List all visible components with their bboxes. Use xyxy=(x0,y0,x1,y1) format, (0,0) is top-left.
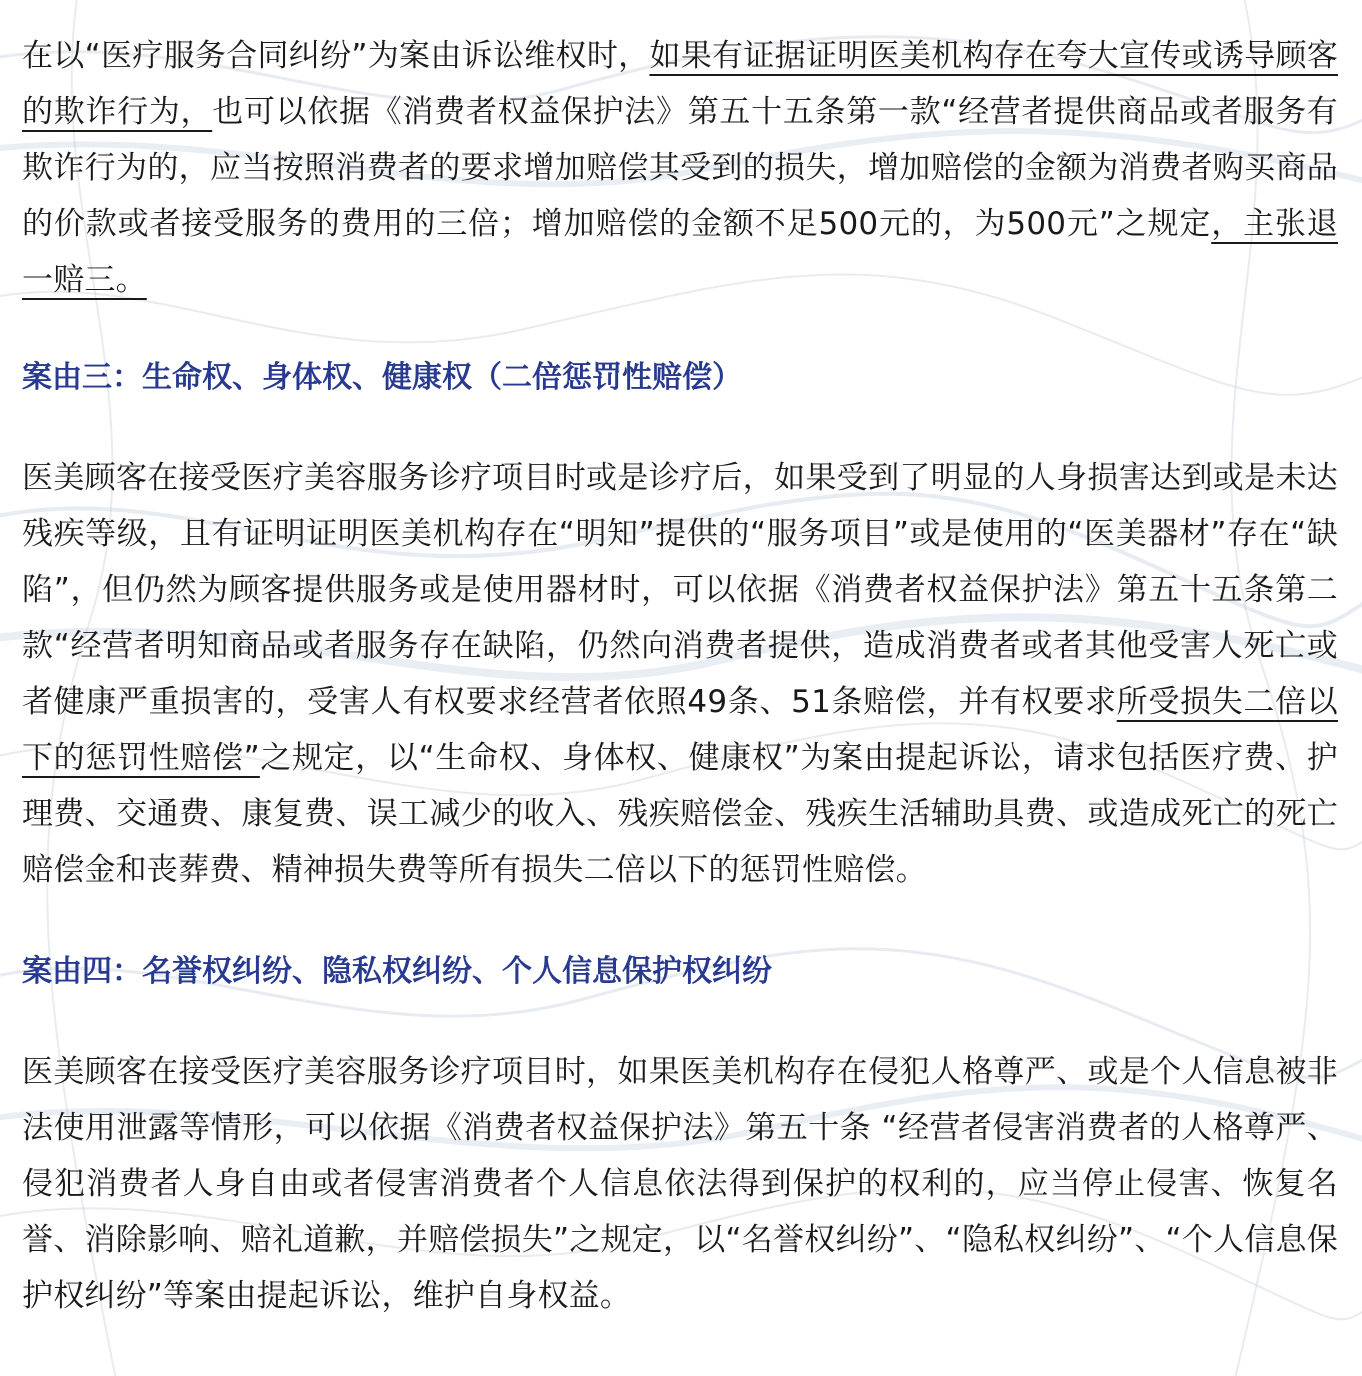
underlined-text-segment: 所受损失二倍以下的惩罚性赔偿” xyxy=(22,684,1338,776)
text-segment: 之规定，以“生命权、身体权、健康权”为案由提起诉讼，请求包括医疗费、护理费、交通费、康复费、误工减少的收入、残疾赔偿金、残疾生活辅助具费、或造成死亡的死亡赔偿金和丧葬费、精神损失费等所有损失二倍以下的惩罚性赔偿。 xyxy=(22,740,1338,888)
paragraph-case-four xyxy=(22,1044,1338,1324)
article-content xyxy=(22,28,1338,1324)
underlined-text-segment: 如果有证据证明医美机构存在夸大宣传或诱导顾客的欺诈行为， xyxy=(22,38,1338,130)
paragraph-case-three xyxy=(22,450,1338,898)
underlined-text-segment: ，主张退一赔三。 xyxy=(22,206,1338,298)
text-segment: 医美顾客在接受医疗美容服务诊疗项目时，如果医美机构存在侵犯人格尊严、或是个人信息被非法使用泄露等情形，可以依据《消费者权益保护法》第五十条 “经营者侵害消费者的人格尊严、侵犯消费者人身自由或者侵害消费者个人信息依法得到保护的权利的，应当停止侵害、恢复名誉、消除影响、赔礼道歉，并赔偿损失”之规定，以“名誉权纠纷”、“隐私权纠纷”、“个人信息保护权纠纷”等案由提起诉讼，维护自身权益。 xyxy=(22,1054,1338,1314)
case-four-heading: 案由四：名誉权纠纷、隐私权纠纷、个人信息保护权纠纷 xyxy=(22,954,772,989)
case-three-heading: 案由三：生命权、身体权、健康权（二倍惩罚性赔偿） xyxy=(22,360,742,395)
text-segment: 医美顾客在接受医疗美容服务诊疗项目时或是诊疗后，如果受到了明显的人身损害达到或是未达残疾等级，且有证明证明医美机构存在“明知”提供的“服务项目”或是使用的“医美器材”存在“缺陷”，但仍然为顾客提供服务或是使用器材时，可以依据《消费者权益保护法》第五十五条第二款“经营者明知商品或者服务存在缺陷，仍然向消费者提供，造成消费者或者其他受害人死亡或者健康严重损害的，受害人有权要求经营者依照49条、51条赔偿，并有权要求 xyxy=(22,460,1338,720)
text-segment: 在以“医疗服务合同纠纷”为案由诉讼维权时， xyxy=(22,38,650,74)
paragraph-medical-contract xyxy=(22,28,1338,308)
text-segment: 也可以依据《消费者权益保护法》第五十五条第一款“经营者提供商品或者服务有欺诈行为的，应当按照消费者的要求增加赔偿其受到的损失，增加赔偿的金额为消费者购买商品的价款或者接受服务的费用的三倍；增加赔偿的金额不足500元的，为500元”之规定 xyxy=(22,94,1339,242)
